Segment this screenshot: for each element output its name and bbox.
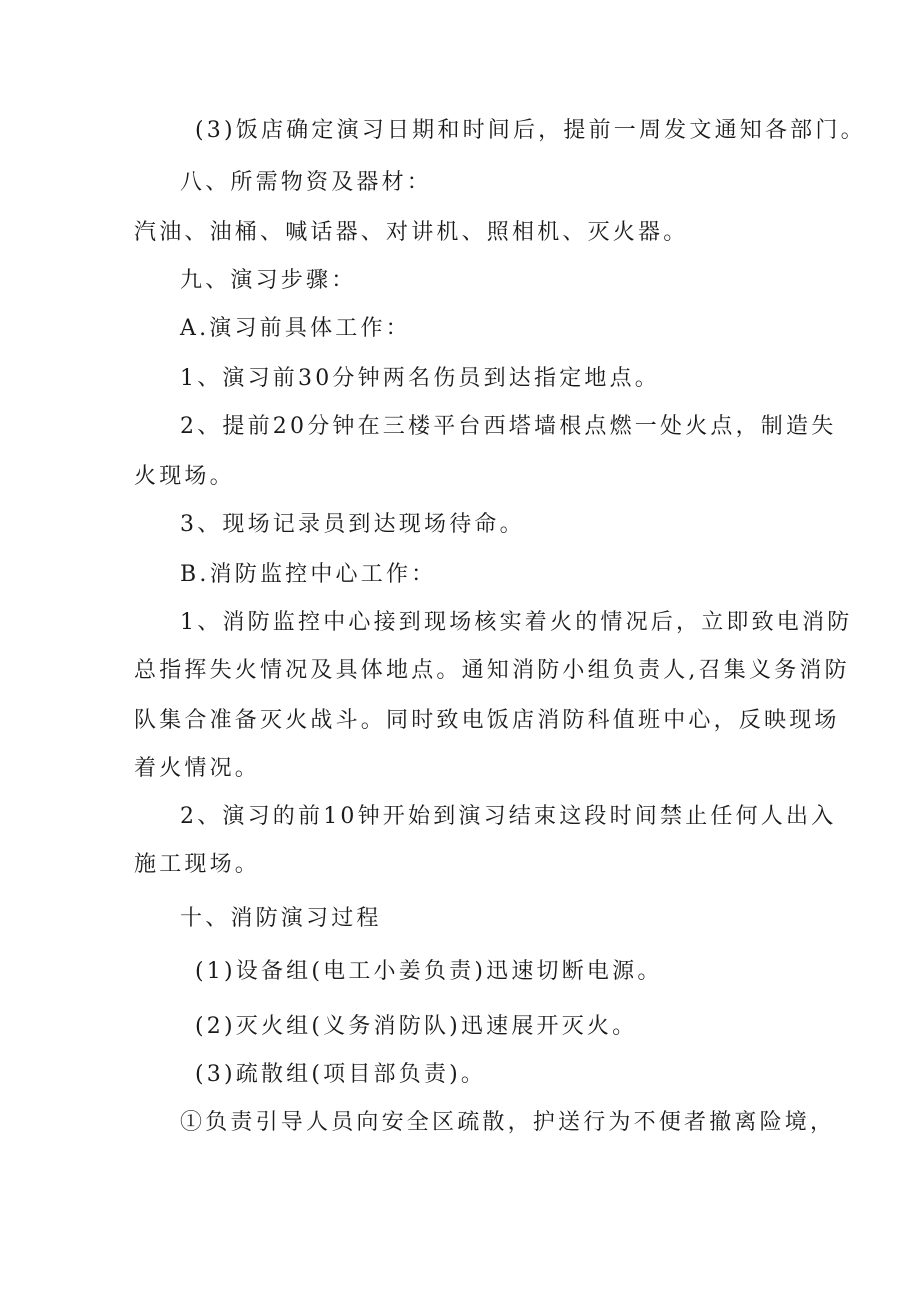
text-line: (2)灭火组(义务消防队)迅速展开灭火。 <box>195 1014 638 1039</box>
text-line: (1)设备组(电工小姜负责)迅速切断电源。 <box>195 959 663 984</box>
text-line: 3、现场记录员到达现场待命。 <box>180 512 525 537</box>
section-heading: 十、消防演习过程 <box>180 906 382 931</box>
section-heading: 八、所需物资及器材： <box>180 170 433 195</box>
subsection-heading: B.消防监控中心工作： <box>180 562 437 587</box>
subsection-heading: A.演习前具体工作： <box>180 316 411 341</box>
text-line: 着火情况。 <box>134 756 261 781</box>
text-line: 2、演习的前10钟开始到演习结束这段时间禁止任何人出入 <box>180 804 837 829</box>
text-line: ①负责引导人员向安全区疏散，护送行为不便者撤离险境， <box>180 1110 836 1135</box>
text-line: 施工现场。 <box>134 852 261 877</box>
text-line: 2、提前20分钟在三楼平台西塔墙根点燃一处火点，制造失 <box>180 414 837 439</box>
text-line: 1、消防监控中心接到现场核实着火的情况后，立即致电消防 <box>180 610 853 635</box>
text-line: (3)疏散组(项目部负责)。 <box>195 1062 487 1087</box>
text-line: 汽油、油桶、喊话器、对讲机、照相机、灭火器。 <box>134 220 689 245</box>
text-line: 队集合准备灭火战斗。同时致电饭店消防科值班中心，反映现场 <box>134 708 840 733</box>
text-line: 1、演习前30分钟两名伤员到达指定地点。 <box>180 366 660 391</box>
section-heading: 九、演习步骤： <box>180 268 357 293</box>
text-line: 火现场。 <box>134 464 235 489</box>
text-line: (3)饭店确定演习日期和时间后，提前一周发文通知各部门。 <box>195 118 866 143</box>
text-line: 总指挥失火情况及具体地点。通知消防小组负责人,召集义务消防 <box>134 658 850 683</box>
